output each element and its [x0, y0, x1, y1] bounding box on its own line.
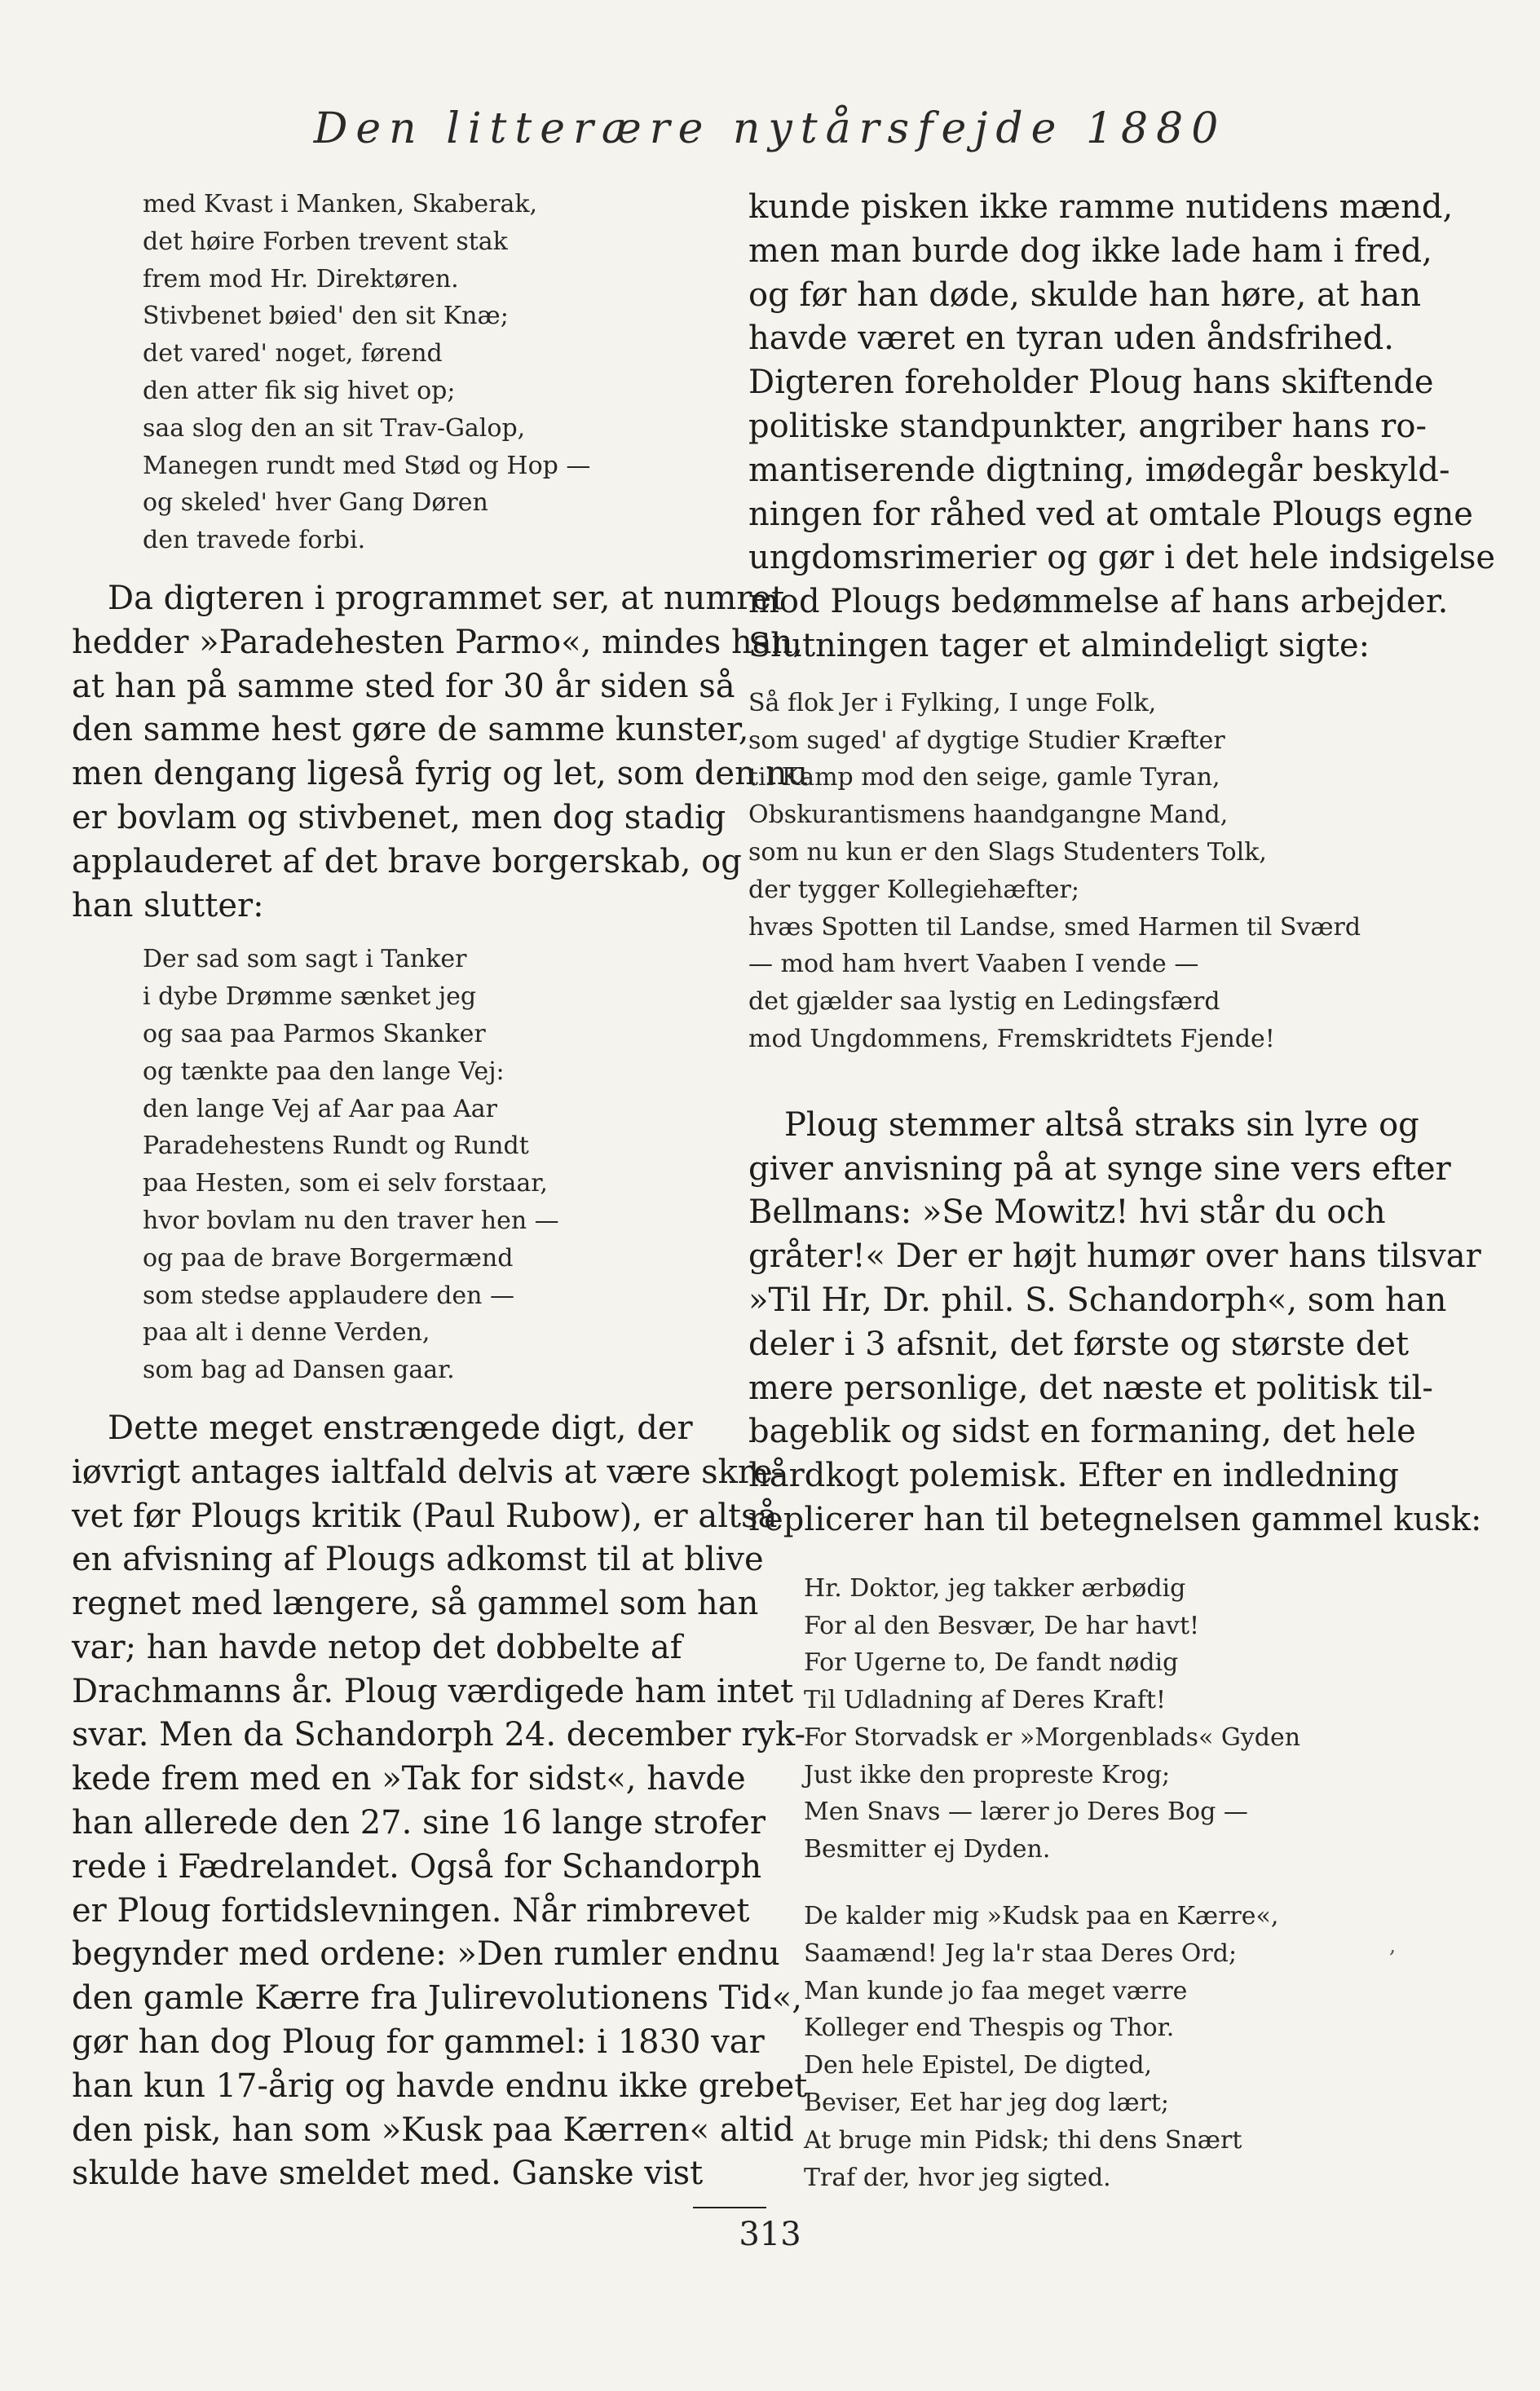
text-line: Slutningen tager et almindeligt sigte:: [748, 626, 1370, 664]
text-line: kede frem med en »Tak for sidst«, havde: [72, 1760, 746, 1798]
text-line: Dette meget enstrængede digt, der: [108, 1409, 693, 1447]
text-line: mod Plougs bedømmelse af hans arbejder.: [748, 583, 1449, 621]
text-line: han slutter:: [72, 886, 264, 924]
text-line: bageblik og sidst en formaning, det hele: [748, 1413, 1416, 1451]
text-line: er bovlam og stivbenet, men dog stadig: [72, 798, 726, 836]
verse-line: det vared' noget, førend: [143, 339, 443, 368]
text-line: rede i Fædrelandet. Også for Schandorph: [72, 1847, 762, 1886]
verse-line: der tygger Kollegiehæfter;: [748, 875, 1079, 904]
text-line: replicerer han til betegnelsen gammel kusk:: [748, 1500, 1482, 1538]
text-line: skulde have smeldet med. Ganske vist: [72, 2155, 704, 2193]
verse-line: Obskurantismens haandgangne Mand,: [748, 801, 1229, 830]
running-title: Den litterære nytårsfejde 1880: [313, 104, 1227, 153]
text-line: gør han dog Ploug for gammel: i 1830 var: [72, 2023, 765, 2062]
text-line: svar. Men da Schandorph 24. december ryk-: [72, 1716, 805, 1754]
text-line: mantiserende digtning, imødegår beskyld-: [748, 451, 1450, 489]
verse-line: Kolleger end Thespis og Thor.: [804, 2014, 1175, 2043]
verse-line: Stivbenet bøied' den sit Knæ;: [143, 302, 509, 331]
verse-line: Besmitter ej Dyden.: [804, 1835, 1051, 1864]
verse-line: Men Snavs — lærer jo Deres Bog —: [804, 1798, 1248, 1827]
verse-line: For Storvadsk er »Morgenblads« Gyden: [804, 1723, 1301, 1752]
verse-line: De kalder mig »Kudsk paa en Kærre«,: [804, 1902, 1279, 1931]
text-line: var; han havde netop det dobbelte af: [72, 1628, 682, 1666]
text-line: gråter!« Der er højt humør over hans tilsvar: [748, 1237, 1481, 1276]
poem-fylking-stanza: [748, 685, 1384, 1058]
text-line: Ploug stemmer altså straks sin lyre og: [784, 1105, 1419, 1144]
text-line: at han på samme sted for 30 år siden så: [72, 667, 735, 705]
verse-line: paa alt i denne Verden,: [143, 1318, 430, 1348]
paragraph-tyran: [748, 186, 1496, 668]
poem-tanker-stanza: [72, 941, 716, 1389]
verse-line: den travede forbi.: [143, 526, 366, 555]
text-line: giver anvisning på at synge sine vers efter: [748, 1149, 1451, 1188]
verse-line: Beviser, Eet har jeg dog lært;: [804, 2089, 1170, 2118]
text-line: men man burde dog ikke lade ham i fred,: [748, 232, 1432, 270]
verse-line: som bag ad Dansen gaar.: [143, 1356, 455, 1385]
verse-line: saa slog den an sit Trav-Galop,: [143, 413, 526, 443]
verse-line: frem mod Hr. Direktøren.: [143, 264, 459, 293]
text-line: politiske standpunkter, angriber hans ro-: [748, 407, 1427, 445]
verse-line: Man kunde jo faa meget værre: [804, 1976, 1188, 2005]
verse-line: som stedse applaudere den —: [143, 1281, 515, 1310]
text-line: ungdomsrimerier og gør i det hele indsigelse: [748, 539, 1496, 577]
text-line: Drachmanns år. Ploug værdigede ham intet: [72, 1672, 794, 1710]
verse-line: som nu kun er den Slags Studenters Tolk,: [748, 837, 1267, 867]
text-line: den gamle Kærre fra Julirevolutionens Tid«,: [72, 1979, 802, 2018]
verse-line: Traf der, hvor jeg sigted.: [804, 2163, 1111, 2192]
text-line: hårdkogt polemisk. Efter en indledning: [748, 1457, 1400, 1495]
verse-line: mod Ungdommens, Fremskridtets Fjende!: [748, 1024, 1275, 1053]
text-line: og før han døde, skulde han høre, at han: [748, 276, 1422, 314]
text-line: den samme hest gøre de samme kunster,: [72, 711, 749, 749]
text-line: regnet med længere, så gammel som han: [72, 1585, 759, 1623]
verse-line: det høire Forben trevent stak: [143, 227, 508, 256]
verse-line: Den hele Epistel, De digted,: [804, 2051, 1153, 2080]
text-line: »Til Hr, Dr. phil. S. Schandorph«, som han: [748, 1281, 1447, 1319]
verse-line: og skeled' hver Gang Døren: [143, 488, 488, 518]
verse-line: den atter fik sig hivet op;: [143, 376, 456, 405]
verse-line: Just ikke den propreste Krog;: [804, 1760, 1171, 1789]
text-line: mere personlige, det næste et politisk til-: [748, 1369, 1433, 1407]
verse-line: og tænkte paa den lange Vej:: [143, 1057, 505, 1086]
verse-line: At bruge min Pidsk; thi dens Snært: [804, 2125, 1242, 2155]
verse-line: Så flok Jer i Fylking, I unge Folk,: [748, 688, 1157, 717]
verse-line: Hr. Doktor, jeg takker ærbødig: [804, 1573, 1186, 1603]
verse-line: og paa de brave Borgermænd: [143, 1243, 514, 1273]
verse-line: Saamænd! Jeg la'r staa Deres Ord;: [804, 1939, 1238, 1968]
verse-line: hvor bovlam nu den traver hen —: [143, 1206, 559, 1235]
text-line: deler i 3 afsnit, det første og største det: [748, 1325, 1410, 1363]
text-line: han kun 17-årig og havde endnu ikke grebet: [72, 2067, 808, 2105]
folio-rule: [693, 2207, 766, 2208]
verse-line: For al den Besvær, De har havt!: [804, 1611, 1200, 1640]
text-line: vet før Plougs kritik (Paul Rubow), er altså: [72, 1497, 778, 1535]
poem-kudsk-stanza: [748, 1898, 1384, 2196]
text-line: applauderet af det brave borgerskab, og: [72, 842, 742, 880]
paragraph-bellman: [748, 1104, 1482, 1542]
text-line: han allerede den 27. sine 16 lange strofer: [72, 1804, 766, 1842]
text-line: hedder »Paradehesten Parmo«, mindes han,: [72, 623, 804, 661]
verse-line: det gjælder saa lystig en Ledingsfærd: [748, 987, 1220, 1017]
text-line: Da digteren i programmet ser, at numret: [108, 579, 785, 617]
margin-mark: ,: [1389, 1934, 1397, 1958]
verse-line: Paradehestens Rundt og Rundt: [143, 1132, 529, 1161]
verse-line: hvæs Spotten til Landse, smed Harmen til Sværd: [748, 912, 1361, 942]
verse-line: med Kvast i Manken, Skaberak,: [143, 190, 538, 218]
page-number: 313: [739, 2216, 801, 2253]
verse-line: Til Udladning af Deres Kraft!: [804, 1686, 1167, 1715]
text-line: men dengang ligeså fyrig og let, som den nu: [72, 755, 809, 793]
verse-line: Der sad som sagt i Tanker: [143, 945, 467, 974]
text-line: Digteren foreholder Ploug hans skiftende: [748, 364, 1434, 402]
text-line: iøvrigt antages ialtfald delvis at være skre-: [72, 1453, 784, 1491]
text-line: begynder med ordene: »Den rumler endnu: [72, 1935, 780, 1974]
text-line: den pisk, han som »Kusk paa Kærren« altid: [72, 2111, 794, 2149]
left-column: [72, 186, 809, 2196]
poem-doktor-stanza: [748, 1570, 1384, 1868]
verse-line: den lange Vej af Aar paa Aar: [143, 1094, 497, 1123]
verse-line: Manegen rundt med Stød og Hop —: [143, 451, 591, 480]
text-line: kunde pisken ikke ramme nutidens mænd,: [748, 188, 1454, 226]
paragraph-schandorph: [72, 1407, 808, 2196]
right-column: [748, 186, 1496, 2196]
text-line: Bellmans: »Se Mowitz! hvi står du och: [748, 1193, 1386, 1232]
verse-line: til Kamp mod den seige, gamle Tyran,: [748, 763, 1220, 792]
poem-parmo-stanza: [72, 186, 716, 559]
text-line: en afvisning af Plougs adkomst til at blive: [72, 1541, 764, 1579]
verse-line: paa Hesten, som ei selv forstaar,: [143, 1169, 548, 1198]
text-line: havde været en tyran uden åndsfrihed.: [748, 320, 1394, 358]
text-line: er Ploug fortidslevningen. Når rimbrevet: [72, 1891, 750, 1930]
text-line: ningen for råhed ved at omtale Plougs egne: [748, 495, 1473, 533]
verse-line: For Ugerne to, De fandt nødig: [804, 1648, 1179, 1678]
verse-line: i dybe Drømme sænket jeg: [143, 982, 477, 1012]
paragraph-parmo: [72, 577, 809, 928]
verse-line: som suged' af dygtige Studier Kræfter: [748, 726, 1225, 755]
verse-line: og saa paa Parmos Skanker: [143, 1019, 486, 1048]
verse-line: — mod ham hvert Vaaben I vende —: [748, 950, 1199, 979]
